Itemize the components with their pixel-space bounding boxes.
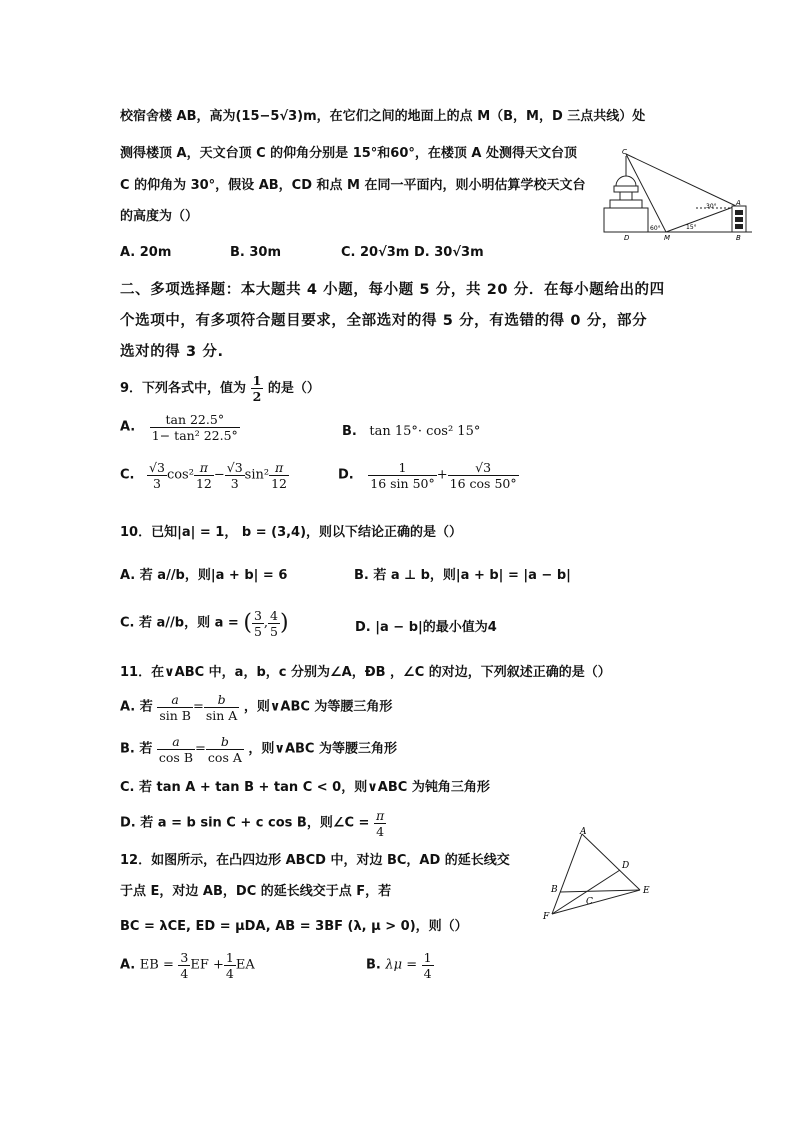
q10-c-n2: 4 [270, 608, 278, 623]
q11-a-frac2 [204, 692, 239, 723]
q9-d-n2: √3 [475, 460, 492, 475]
q9-c-n1: √3 [149, 460, 165, 475]
q11-a-n2: b [217, 692, 226, 707]
q11-option-a [120, 692, 392, 723]
q9-c-n2: π [199, 460, 208, 475]
q12-label-c: C [586, 897, 593, 907]
q9-d-d2: 16 cos 50° [449, 476, 517, 491]
q8-angle-15: 15° [686, 224, 697, 231]
q11-b-suffix: ，则∨ABC 为等腰三角形 [248, 741, 397, 757]
q11-a-prefix: A. 若 [120, 699, 153, 715]
q10-c-lparen: ( [243, 610, 252, 636]
q11-b-n2: b [220, 734, 229, 749]
section2-line1: 二、多项选择题：本大题共 4 小题，每小题 5 分，共 20 分．在每小题给出的四 [120, 282, 665, 298]
q9-c-cos2: cos² [166, 467, 194, 483]
q12-a-v2: EA [235, 957, 255, 973]
q8-line1: 校宿舍楼 AB，高为(15−5√3)m，在它们之间的地面上的点 M（B，M，D 三点共线）处 [120, 109, 646, 124]
q9-c-n3: √3 [226, 460, 243, 475]
q8-line2: 测得楼顶 A，天文台顶 C 的仰角分别是 15°和60°，在楼顶 A 处测得天文台顶 [120, 146, 577, 161]
q10-c-frac2 [268, 608, 280, 639]
q9-a-num: tan 22.5° [165, 412, 225, 427]
q9-frac-num: 1 [252, 373, 262, 388]
q9-c-d3: 3 [225, 475, 245, 491]
q11-b-d2: cos A [207, 750, 242, 765]
q9-b-expr: tan 15°· cos² 15° [369, 424, 481, 439]
section2-line2: 个选项中，有多项符合题目要求，全部选对的得 5 分，有选错的得 0 分，部分 [120, 313, 648, 329]
q9-b-label: B. [342, 424, 357, 439]
q9-option-a [120, 412, 240, 443]
q9-a-den: 1− tan² 22.5° [151, 428, 238, 443]
q11-option-c: C. 若 tan A + tan B + tan C < 0，则∨ABC 为钝角三角形 [120, 780, 490, 795]
q11-b-frac1 [157, 734, 195, 765]
q9-stem [120, 373, 320, 404]
q12-a-lhs: EB = [139, 957, 174, 973]
q12-label-e: E [643, 886, 650, 896]
q12-b-frac [422, 950, 434, 981]
q12-label-d: D [622, 861, 630, 871]
q12-b-lhs: λμ = [385, 957, 418, 973]
q9-option-d [338, 460, 519, 491]
q12-line3: BC = λCE, ED = μDA, AB = 3BF (λ, μ > 0)，则（） [120, 919, 468, 934]
q12-a-n1: 3 [180, 950, 189, 965]
q12-label-f: F [543, 912, 550, 922]
q8-option-b: B. 30m [230, 245, 282, 260]
q10-c-d1: 5 [253, 624, 262, 639]
q9-frac-den: 2 [252, 389, 262, 404]
q11-a-equals: = [192, 699, 204, 715]
q11-option-b [120, 734, 397, 765]
q11-option-d [120, 808, 386, 839]
section2-line3: 选对的得 3 分. [120, 344, 224, 360]
q9-d-frac1 [368, 460, 436, 491]
q12-a-frac1 [178, 950, 190, 981]
q12-line1: 12．如图所示，在凸四边形 ABCD 中，对边 BC，AD 的延长线交 [120, 853, 510, 868]
q8-label-d: D [624, 234, 630, 242]
q10-option-c [120, 608, 289, 639]
q10-option-d: D. |a − b|的最小值为4 [355, 620, 497, 635]
q11-stem: 11．在∨ABC 中，a，b，c 分别为∠A，ÐB ，∠C 的对边，下列叙述正确的是（） [120, 665, 611, 680]
q9-stem-prefix: 9．下列各式中，值为 [120, 381, 247, 396]
q12-a-frac2 [224, 950, 236, 981]
q9-option-c [120, 460, 289, 491]
q9-a-label: A. [120, 419, 136, 435]
q9-c-minus: − [213, 467, 225, 483]
q10-c-rparen: ) [280, 610, 289, 636]
q11-b-equals: = [195, 741, 206, 757]
q12-b-prefix: B. [366, 957, 381, 973]
q12-a-v1: EF + [190, 957, 224, 973]
q8-label-c: C [622, 148, 627, 156]
q8-angle-60: 60° [650, 225, 661, 232]
q8-figure [600, 148, 760, 243]
q9-d-label: D. [338, 467, 354, 483]
q12-label-b: B [551, 885, 558, 895]
q11-b-prefix: B. 若 [120, 741, 153, 757]
q8-line3: C 的仰角为 30°，假设 AB，CD 和点 M 在同一平面内，则小明估算学校天文台 [120, 178, 586, 193]
q9-stem-suffix: 的是（） [267, 381, 320, 396]
q11-d-num: π [375, 808, 385, 823]
q11-d-frac [374, 808, 386, 839]
q8-option-d: D. 30√3m [414, 245, 484, 260]
q12-option-b [366, 950, 434, 981]
q9-c-frac3 [225, 460, 245, 491]
q9-c-frac4 [269, 460, 289, 491]
q11-a-d2: sin A [205, 708, 238, 723]
q10-c-comma: , [263, 615, 269, 631]
q12-figure [540, 826, 665, 922]
q10-c-frac1 [252, 608, 264, 639]
q9-c-label: C. [120, 467, 135, 483]
q10-option-b: B. 若 a ⊥ b，则|a + b| = |a − b| [354, 568, 571, 583]
q11-a-n1: a [171, 692, 179, 707]
q12-b-den: 4 [423, 966, 432, 981]
q10-c-n1: 3 [253, 608, 262, 623]
q8-label-m: M [664, 234, 671, 242]
q12-option-a [120, 950, 255, 981]
q11-a-suffix: ，则∨ABC 为等腰三角形 [243, 699, 393, 715]
q9-d-frac2 [448, 460, 519, 491]
q9-c-n4: π [274, 460, 284, 475]
q10-c-d2: 5 [270, 624, 278, 639]
q9-stem-fraction [251, 373, 264, 404]
q9-d-plus: + [436, 467, 448, 483]
q12-line2: 于点 E，对边 AB，DC 的延长线交于点 F，若 [120, 884, 392, 899]
q10-stem: 10．已知|a| = 1， b = (3,4)，则以下结论正确的是（） [120, 525, 463, 540]
q10-c-prefix: C. 若 a//b，则 a = [120, 615, 239, 631]
q11-d-prefix: D. 若 a = b sin C + c cos B，则∠C = [120, 815, 370, 831]
q8-label-b: B [736, 234, 741, 242]
q9-d-n1: 1 [398, 460, 407, 475]
q12-a-prefix: A. [120, 957, 136, 973]
q8-label-a: A [736, 199, 741, 207]
q11-b-n1: a [172, 734, 180, 749]
q8-line4: 的高度为（） [120, 209, 199, 224]
q9-d-d1: 16 sin 50° [370, 476, 435, 491]
q12-label-a: A [580, 827, 587, 837]
q12-a-d2: 4 [225, 966, 234, 981]
q12-a-d1: 4 [180, 966, 189, 981]
q10-option-a: A. 若 a//b，则|a + b| = 6 [120, 568, 288, 583]
q11-b-frac2 [206, 734, 244, 765]
q9-c-frac1 [147, 460, 167, 491]
q8-angle-30: 30° [706, 203, 717, 210]
q9-c-d2: 12 [195, 476, 212, 491]
q8-option-c: C. 20√3m [341, 245, 410, 260]
q9-c-sin2: sin² [244, 467, 270, 483]
q9-option-b [342, 423, 480, 441]
q12-b-num: 1 [423, 950, 432, 965]
q9-c-frac2 [194, 460, 214, 491]
q9-a-fraction [150, 412, 240, 443]
q11-b-d1: cos B [158, 750, 194, 765]
q12-a-n2: 1 [225, 950, 234, 965]
q9-c-d1: 3 [147, 475, 167, 491]
q8-option-a: A. 20m [120, 245, 172, 260]
q9-c-d4: 12 [271, 476, 287, 491]
q11-d-den: 4 [374, 823, 386, 839]
q11-a-d1: sin B [159, 708, 191, 723]
q11-a-frac1 [157, 692, 193, 723]
